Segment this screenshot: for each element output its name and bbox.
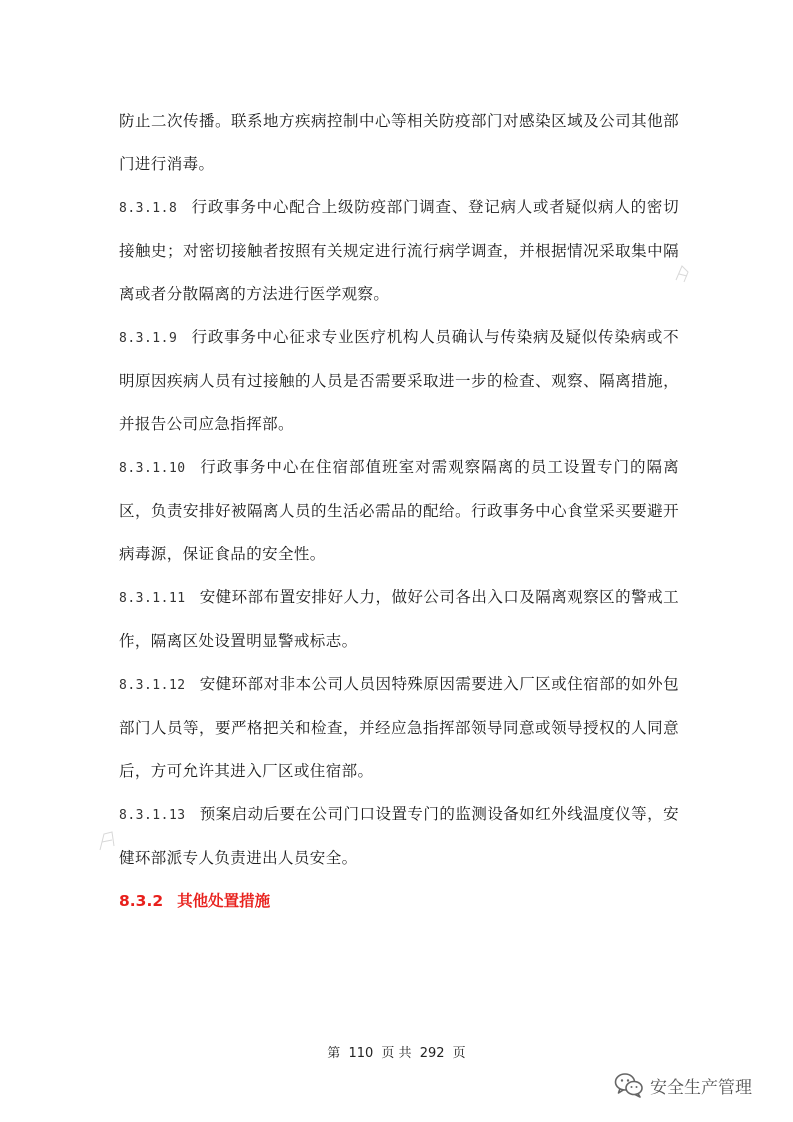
- paragraph-text: 预案启动后要在公司门口设置专门的监测设备如红外线温度仪等，安健环部派专人负责进出人员安全。: [119, 805, 679, 867]
- section-heading: [119, 880, 679, 923]
- paragraph-text: 行政事务中心征求专业医疗机构人员确认与传染病及疑似传染病或不明原因疾病人员有过接触的人员是否需要采取进一步的检查、观察、隔离措施，并报告公司应急指挥部。: [119, 328, 679, 433]
- section-heading-title: 其他处置措施: [177, 892, 271, 910]
- paragraph: [119, 186, 679, 316]
- paragraph-number: 8.3.1.8: [119, 201, 178, 216]
- total-page-number: 292: [419, 1046, 445, 1061]
- paragraph-text: 行政事务中心在住宿部值班室对需观察隔离的员工设置专门的隔离区，负责安排好被隔离人员的生活必需品的配给。行政事务中心食堂采买要避开病毒源，保证食品的安全性。: [119, 458, 679, 563]
- paragraph-number: 8.3.1.12: [119, 678, 186, 693]
- paragraph-text: 安健环部对非本公司人员因特殊原因需要进入厂区或住宿部的如外包部门人员等，要严格把关和检查，并经应急指挥部领导同意或领导授权的人同意后，方可允许其进入厂区或住宿部。: [119, 675, 679, 780]
- footer-mid: 页 共: [381, 1046, 412, 1061]
- watermark-text: 安全生产管理: [650, 1077, 752, 1098]
- paragraph: [119, 446, 679, 576]
- footer-prefix: 第: [327, 1046, 341, 1061]
- document-body: [119, 100, 679, 923]
- paragraph-number: 8.3.1.13: [119, 808, 186, 823]
- page-footer: [0, 1042, 793, 1061]
- paragraph-number: 8.3.1.11: [119, 591, 186, 606]
- section-heading-number: 8.3.2: [119, 892, 164, 910]
- paragraph-text: 行政事务中心配合上级防疫部门调查、登记病人或者疑似病人的密切接触史；对密切接触者按照有关规定进行流行病学调查，并根据情况采取集中隔离或者分散隔离的方法进行医学观察。: [119, 198, 679, 303]
- paragraph: [119, 576, 679, 663]
- faint-stamp-icon: [673, 262, 693, 284]
- paragraph: [119, 793, 679, 880]
- paragraph-number: 8.3.1.9: [119, 331, 178, 346]
- paragraph: [119, 316, 679, 446]
- watermark: [614, 1072, 752, 1098]
- paragraph-text: 安健环部布置安排好人力，做好公司各出入口及隔离观察区的警戒工作，隔离区处设置明显警戒标志。: [119, 588, 679, 650]
- paragraph: [119, 663, 679, 793]
- footer-suffix: 页: [452, 1046, 466, 1061]
- paragraph-number: 8.3.1.10: [119, 461, 186, 476]
- wechat-icon: [614, 1072, 644, 1098]
- paragraph: [119, 100, 679, 186]
- current-page-number: 110: [348, 1046, 374, 1061]
- faint-stamp-icon: [96, 828, 118, 854]
- paragraph-text: 防止二次传播。联系地方疾病控制中心等相关防疫部门对感染区域及公司其他部门进行消毒。: [119, 112, 679, 173]
